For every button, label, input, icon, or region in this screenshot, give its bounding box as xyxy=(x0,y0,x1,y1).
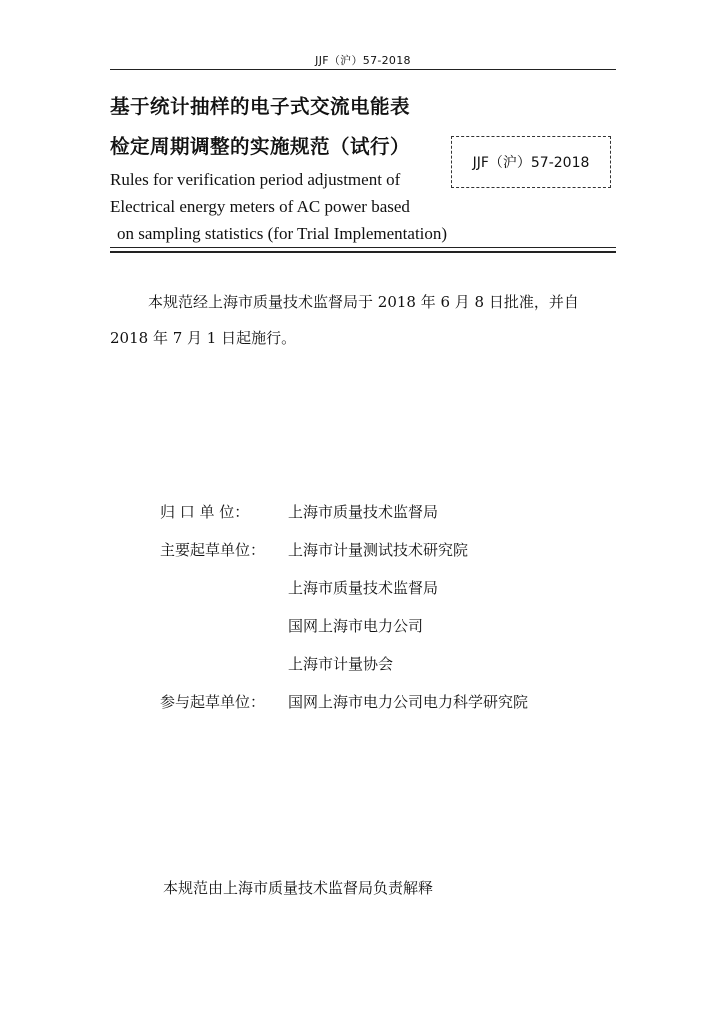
participating-drafting-unit-label: 参与起草单位： xyxy=(160,692,266,711)
participating-drafting-unit-row xyxy=(160,682,528,720)
drafting-units xyxy=(160,492,528,720)
main-drafting-unit-row xyxy=(160,644,528,682)
title-en-line2: Electrical energy meters of AC power based xyxy=(110,197,410,216)
title-divider-thin xyxy=(110,247,616,248)
participating-drafting-unit-value: 国网上海市电力公司电力科学研究院 xyxy=(288,692,529,711)
title-cn-line1: 基于统计抽样的电子式交流电能表 xyxy=(110,95,411,118)
main-drafting-unit-value: 上海市计量测试技术研究院 xyxy=(288,540,469,559)
approval-line1: 本规范经上海市质量技术监督局于 2018 年 6 月 8 日批准，并自 xyxy=(148,293,579,311)
title-cn-line2: 检定周期调整的实施规范（试行） xyxy=(110,135,411,158)
running-header: JJF（沪）57-2018 xyxy=(315,54,411,67)
title-en-line3: on sampling statistics (for Trial Implementation) xyxy=(117,224,448,243)
main-drafting-unit-row xyxy=(160,530,528,568)
centralized-unit-label: 归 口 单 位： xyxy=(160,502,250,521)
main-drafting-unit-value: 国网上海市电力公司 xyxy=(288,616,424,635)
centralized-unit-row xyxy=(160,492,528,530)
main-drafting-unit-label: 主要起草单位： xyxy=(160,540,266,559)
header-rule xyxy=(110,69,616,70)
interpretation-statement: 本规范由上海市质量技术监督局负责解释 xyxy=(163,879,434,897)
main-drafting-unit-row xyxy=(160,568,528,606)
standard-code-box: JJF（沪）57-2018 xyxy=(451,136,611,188)
centralized-unit-value: 上海市质量技术监督局 xyxy=(288,502,439,521)
title-en-line1: Rules for verification period adjustment of xyxy=(110,170,401,189)
approval-line2: 2018 年 7 月 1 日起施行。 xyxy=(110,329,297,347)
title-divider-thick xyxy=(110,251,616,253)
approval-statement xyxy=(110,284,616,356)
main-drafting-unit-value: 上海市计量协会 xyxy=(288,654,394,673)
main-drafting-unit-row xyxy=(160,606,528,644)
main-drafting-unit-value: 上海市质量技术监督局 xyxy=(288,578,439,597)
